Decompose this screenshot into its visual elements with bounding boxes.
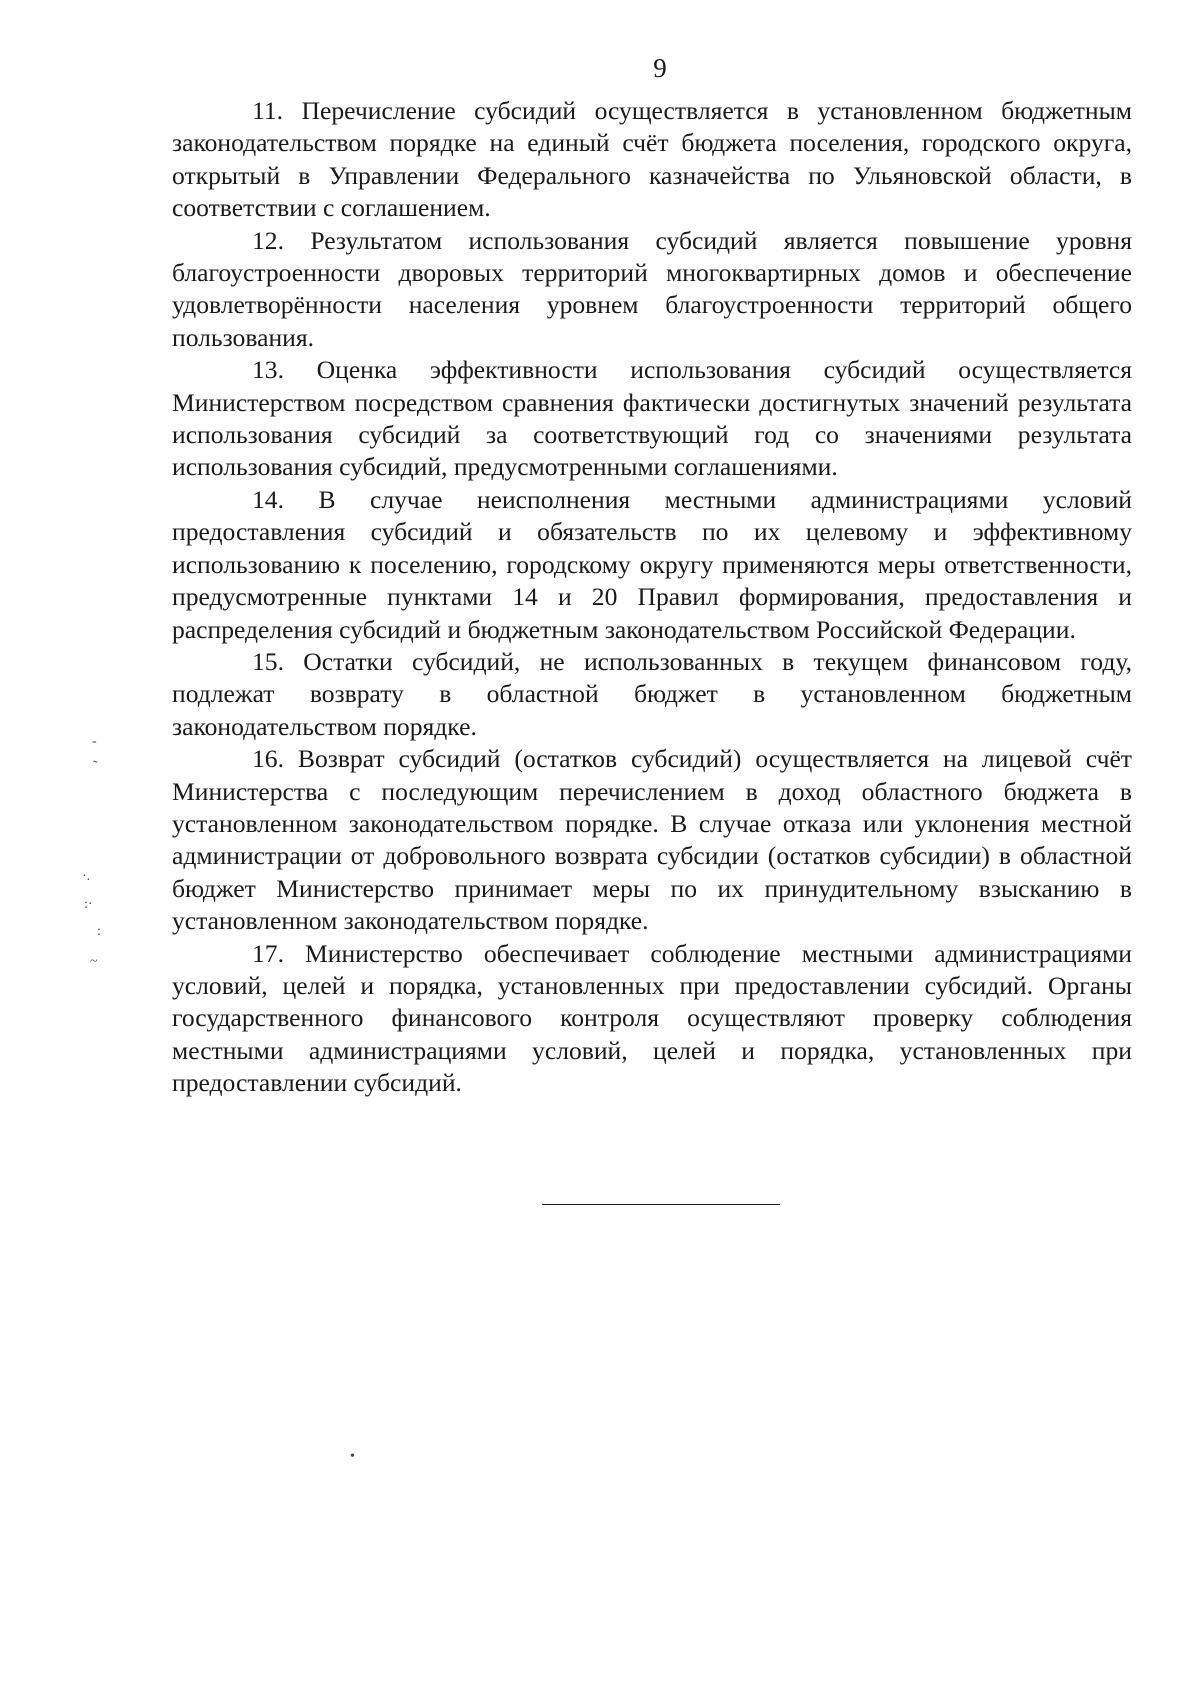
scan-speck: ˜ xyxy=(93,759,98,774)
paragraph-17: 17. Министерство обеспечивает соблюдение местными администрациями условий, целей и порядка, установленных при предоставлении субсидий. Органы государственного финансового контроля осуществляют проверку соблюдения местными администрациями условий, целей и порядка, установленных при предоставлении субсидий. xyxy=(172,938,1132,1098)
paragraph-14: 14. В случае неисполнения местными администрациями условий предоставления субсидий и обязательств по их целевому и эффективному использованию к поселению, городскому округу применяются меры ответственности, предусмотренные пунктами 14 и 20 Правил формирования, предоставления и распределения субсидий и бюджетным законодательством Российской Федерации. xyxy=(172,484,1132,644)
scan-speck: - xyxy=(92,734,97,749)
document-body xyxy=(172,95,1132,1100)
end-of-text-rule xyxy=(542,1204,780,1205)
paragraph-16: 16. Возврат субсидий (остатков субсидий) осуществляется на лицевой счёт Министерства с последующим перечислением в доход областного бюджета в установленном законодательством порядке. В случае отказа или уклонения местной администрации от добровольного возврата субсидии (остатков субсидии) в областной бюджет Министерство принимает меры по их принудительному взысканию в установленном законодательством порядке. xyxy=(172,744,1132,936)
scan-speck: : xyxy=(97,924,101,939)
scan-speck: • xyxy=(350,1449,355,1464)
page-number: 9 xyxy=(653,53,667,83)
scan-speck: :· xyxy=(84,897,93,912)
paragraph-13: 13. Оценка эффективности использования субсидий осуществляется Министерством посредством сравнения фактически достигнутых значений результата использования субсидий за соответствующий год со значениями результата использования субсидий, предусмотренными соглашениями. xyxy=(172,355,1132,482)
scan-speck: ·. xyxy=(82,869,91,884)
scan-speck: ~ xyxy=(90,954,98,969)
paragraph-12: 12. Результатом использования субсидий является повышение уровня благоустроенности дворовых территорий многоквартирных домов и обеспечение удовлетворённости населения уровнем благоустроенности территорий общего пользования. xyxy=(172,225,1132,352)
paragraph-15: 15. Остатки субсидий, не использованных в текущем финансовом году, подлежат возврату в областной бюджет в установленном бюджетным законодательством порядке. xyxy=(172,646,1132,741)
paragraph-11: 11. Перечисление субсидий осуществляется в установленном бюджетным законодательством порядке на единый счёт бюджета поселения, городского округа, открытый в Управлении Федерального казначейства по Ульяновской области, в соответствии с соглашением. xyxy=(172,96,1132,223)
